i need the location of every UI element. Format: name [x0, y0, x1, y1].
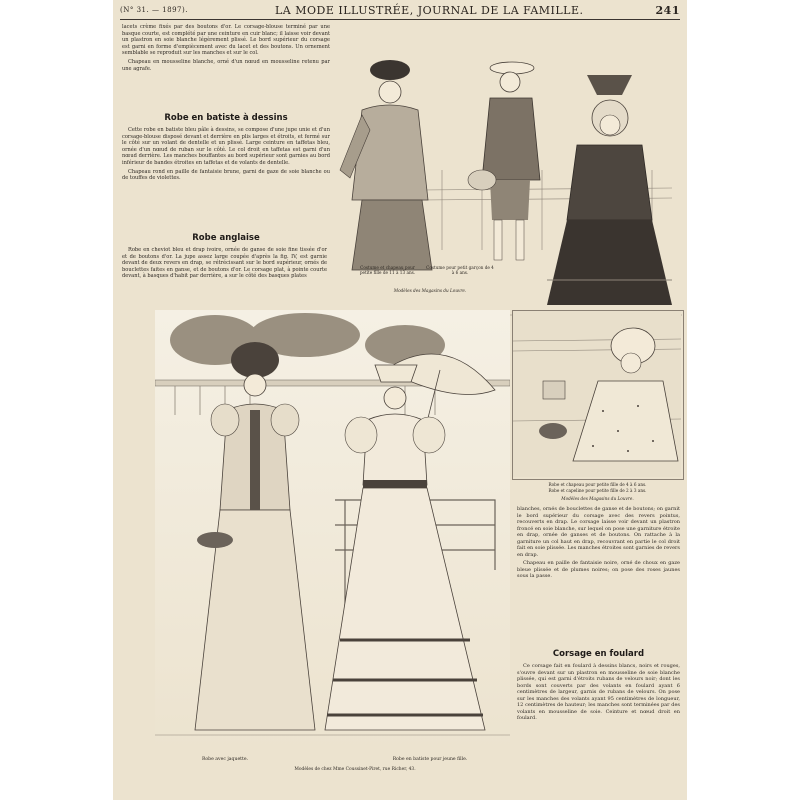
right-paragraph: blanches, ornés de bouclettes de ganse et de boutons; on garnit le bord supérieur du corsage avec des revers pointus, recouverts en drap. Le corsage laisse voir devant un plastron froncé en soie blanche, sur lequel on pose une garniture étroite en drap, ornée de ganses et de boutons. On rattache à la garniture un col haut en drap, recouvrant en partie le col droit fait en soie plissée. Les manches étroites sont garnies de revers en drap.: [517, 506, 680, 558]
caption-little-girls-2: Robe et capeline pour petite fille de 2 à 3 ans.: [548, 488, 647, 493]
right-paragraph: Chapeau en paille de fantaisie noire, orné de choux en gaze bleue plissée et de plumes noires; on pose des roses jaunes sous la passe.: [517, 560, 680, 579]
heading-anglaise: Robe anglaise: [192, 233, 260, 243]
caption-robe-jaquette: Robe avec jaquette.: [201, 757, 249, 762]
caption-louvre-right: Modèles des Magasins du Louvre.: [561, 496, 634, 501]
intro-paragraph: Chapeau en mousseline blanche, orné d'un nœud en mousseline retenu par une agrafe.: [122, 58, 330, 72]
batiste-paragraph: Cette robe en batiste bleu pâle à dessins, se compose d'une jupe unie et d'un corsage-blouse disposé devant et derrière en plis larges et étroits, et fermé sur le côté sur un volant de dentelle et un plissé. Large ceinture en taffetas bleu, ornée d'un nœud de ruban sur le côté. Le col droit en taffetas est garni d'un nœud derrière. Les manches bouffantes au bord supérieur sont garnies au bord inférieur de bandes étroites en taffetas et de volants de dentelle.: [122, 127, 330, 166]
intro-text: [122, 24, 330, 74]
caption-credit: Modèles de chez Mme Coussinet-Piret, rue Richer, 43.: [294, 767, 416, 772]
heading-batiste: Robe en batiste à dessins: [164, 113, 288, 123]
foulard-paragraph: Ce corsage fait en foulard à dessins blancs, noirs et rouges, s'ouvre devant sur un plastron en mousseline de soie blanche plissée, qui est garni d'étroits rubans de velours noir; dont les bords sont couverts par des volants en foulard ayant 6 centimètres de largeur, garnis de rubans de velours. On pose sur les manches des volants ayant 95 centimètres de longueur, 12 centimètres de hauteur; les manches sont terminées par des volants en mousseline de soie. Ceinture et nœud droit en foulard.: [517, 663, 680, 721]
anglaise-paragraph: Robe en cheviot bleu et drap ivoire, ornée de ganse de soie fine tissée d'or et de boutons d'or. La jupe assez large coupée d'après la fig. IV, est garnie devant de deux revers en drap, se rétrécissant sur le bord supérieur, ornés de bouclettes faites en ganse, et de boutons d'or. Le corsage plat, à pointe courte devant, à basques d'habit par derrière, a sur le côté des basques plates: [122, 247, 327, 280]
children-illustration: [332, 20, 682, 320]
page-header: [120, 4, 680, 18]
foulard-text: [517, 663, 680, 724]
caption-louvre-top: Modèles des Magasins du Louvre.: [393, 288, 467, 293]
caption-girl-costume: Costume et chapeau pour petite fille de 11 à 13 ans.: [359, 265, 416, 275]
caption-robe-batiste: Robe en batiste pour jeune fille.: [392, 757, 468, 762]
issue-number: (N° 31. — 1897).: [120, 6, 188, 14]
page-number: 241: [655, 4, 680, 17]
little-girls-illustration: [513, 311, 681, 477]
right-column-text: [517, 506, 680, 582]
intro-paragraph: lacets crème fixés par des boutons d'or. Le corsage-blouse terminé par une basque courte, est complété par une ceinture en cuir blanc; il laisse voir devant un plastron en soie blanche légèrement plissé. Le bord supérieur du corsage est garni en forme d'empiècement avec du lacet et des boutons. Un ornement semblable se reproduit sur les manches et sur le col.: [122, 24, 330, 57]
anglaise-text: [122, 247, 327, 282]
caption-boy-costume: Costume pour petit garçon de 4 à 6 ans.: [426, 265, 494, 275]
heading-foulard: Corsage en foulard: [552, 649, 645, 659]
journal-title: LA MODE ILLUSTRÉE, JOURNAL DE LA FAMILLE.: [275, 4, 584, 17]
women-illustration: [155, 310, 510, 750]
batiste-paragraph: Chapeau rond en paille de fantaisie brune, garni de gaze de soie blanche ou de touffes de violettes.: [122, 168, 330, 182]
batiste-text: [122, 127, 330, 184]
caption-little-girls-1: Robe et chapeau pour petite fille de 4 à 6 ans.: [548, 482, 647, 487]
